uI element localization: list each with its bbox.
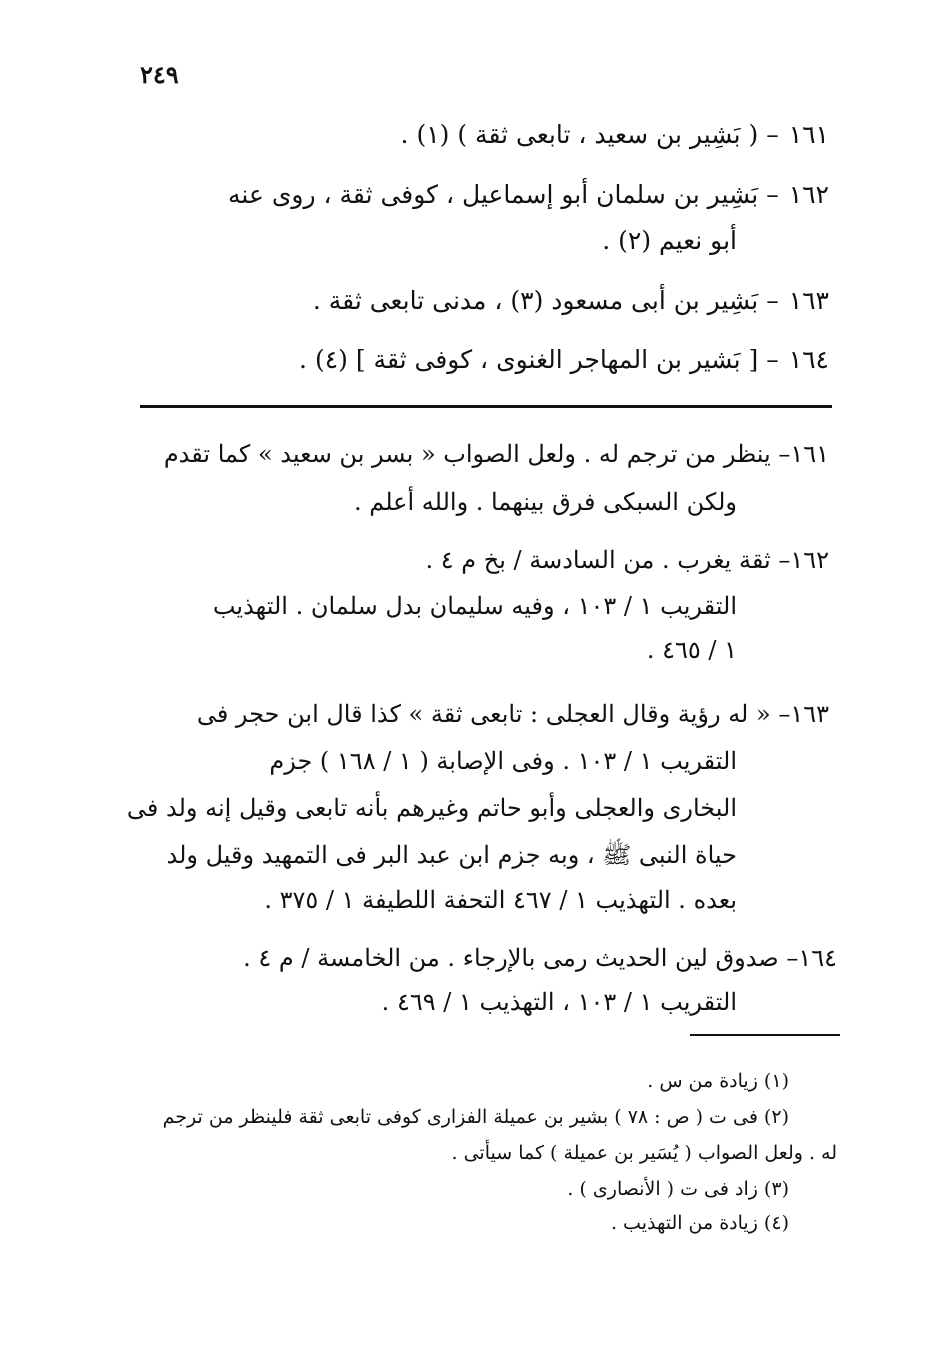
entry-number: ١٦١ xyxy=(788,120,829,149)
footnote-text: (٤) زيادة من التهذيب . xyxy=(610,1212,789,1234)
note-163-line-4 xyxy=(167,840,738,875)
note-162: ١٦٢– ثقة يغرب . من السادسة / بخ م ٤ . xyxy=(425,546,829,574)
entry-163: ١٦٣– بَشِير بن أبى مسعود (٣) ، مدنى تابعى ثقة . xyxy=(312,286,829,315)
footnote-text: (١) زيادة من س . xyxy=(647,1070,789,1092)
entry-text: بَشِير بن أبى مسعود (٣) ، مدنى تابعى ثقة . xyxy=(312,286,759,315)
footnote-2-line-2 xyxy=(452,1142,837,1164)
note-text: التقريب ١ / ١٠٣ . وفى الإصابة ( ١ / ١٦٨ ) جزم xyxy=(269,747,737,775)
footnote-text: (٢) فى ت ( ص : ٧٨ ) بشير بن عميلة الفزارى كوفى تابعى ثقة فلينظر من ترجم xyxy=(162,1106,789,1128)
note-161-line-2 xyxy=(354,488,737,516)
note-text: ثقة يغرب . من السادسة / بخ م ٤ . xyxy=(425,546,771,574)
footnote-3 xyxy=(567,1178,789,1200)
note-164: ١٦٤– صدوق لين الحديث رمى بالإرجاء . من الخامسة / م ٤ . xyxy=(243,944,837,972)
note-number: ١٦١ xyxy=(790,440,829,468)
note-text: التقريب ١ / ١٠٣ ، التهذيب ١ / ٤٦٩ . xyxy=(381,988,737,1016)
entry-text: ( بَشِير بن سعيد ، تابعى ثقة ) (١) . xyxy=(400,120,759,149)
note-text: التقريب ١ / ١٠٣ ، وفيه سليمان بدل سلمان . التهذيب xyxy=(212,592,737,620)
footnote-1 xyxy=(647,1070,789,1092)
note-text: ١ / ٤٦٥ . xyxy=(646,636,737,664)
entry-number: ١٦٢ xyxy=(788,180,829,209)
page-number: ٢٤٩ xyxy=(140,60,179,89)
note-162-line-2 xyxy=(213,592,737,620)
entry-number: ١٦٤ xyxy=(788,345,829,374)
note-text: حياة النبى ﷺ ، وبه جزم ابن عبد البر فى التمهيد وقيل ولد xyxy=(166,841,737,869)
note-text: بعده . التهذيب ١ / ٤٦٧ التحفة اللطيفة ١ / ٣٧٥ . xyxy=(264,886,737,914)
entry-161: ١٦١– ( بَشِير بن سعيد ، تابعى ثقة ) (١) . xyxy=(400,120,829,149)
note-163-line-5 xyxy=(264,886,737,914)
footnote-divider xyxy=(690,1034,840,1036)
note-164-line-2 xyxy=(382,988,737,1016)
note-162-line-3 xyxy=(647,636,737,664)
section-divider xyxy=(140,405,832,408)
note-number: ١٦٢ xyxy=(790,546,829,574)
note-text: ينظر من ترجم له . ولعل الصواب « بسر بن سعيد » كما تقدم xyxy=(163,440,771,468)
note-163: ١٦٣– « له رؤية وقال العجلى : تابعى ثقة » كذا قال ابن حجر فى xyxy=(196,700,829,728)
entry-text: بَشِير بن سلمان أبو إسماعيل ، كوفى ثقة ، روى عنه xyxy=(228,180,759,209)
note-text: « له رؤية وقال العجلى : تابعى ثقة » كذا قال ابن حجر فى xyxy=(196,700,771,728)
entry-162: ١٦٢– بَشِير بن سلمان أبو إسماعيل ، كوفى ثقة ، روى عنه xyxy=(228,180,829,209)
note-text: صدوق لين الحديث رمى بالإرجاء . من الخامسة / م ٤ . xyxy=(243,944,779,972)
note-161: ١٦١– ينظر من ترجم له . ولعل الصواب « بسر بن سعيد » كما تقدم xyxy=(163,440,829,468)
footnote-2 xyxy=(163,1106,789,1128)
footnote-text: (٣) زاد فى ت ( الأنصارى ) . xyxy=(567,1178,789,1200)
note-text: البخارى والعجلى وأبو حاتم وغيرهم بأنه تابعى وقيل إنه ولد فى xyxy=(126,794,737,822)
entry-text: [ بَشير بن المهاجر الغنوى ، كوفى ثقة ] (٤) . xyxy=(299,345,759,374)
entry-text: أبو نعيم (٢) . xyxy=(602,226,737,255)
footnote-4 xyxy=(611,1212,789,1234)
note-163-line-2 xyxy=(269,747,737,775)
note-text: ولكن السبكى فرق بينهما . والله أعلم . xyxy=(353,488,737,516)
entry-162-continuation xyxy=(602,226,737,255)
note-number: ١٦٣ xyxy=(790,700,829,728)
entry-number: ١٦٣ xyxy=(788,286,829,315)
note-number: ١٦٤ xyxy=(798,944,837,972)
entry-164: ١٦٤– [ بَشير بن المهاجر الغنوى ، كوفى ثقة ] (٤) . xyxy=(299,345,829,374)
footnote-text: له . ولعل الصواب ( يُسَير بن عميلة ) كما سيأتى . xyxy=(451,1142,837,1164)
note-163-line-3 xyxy=(127,794,737,822)
